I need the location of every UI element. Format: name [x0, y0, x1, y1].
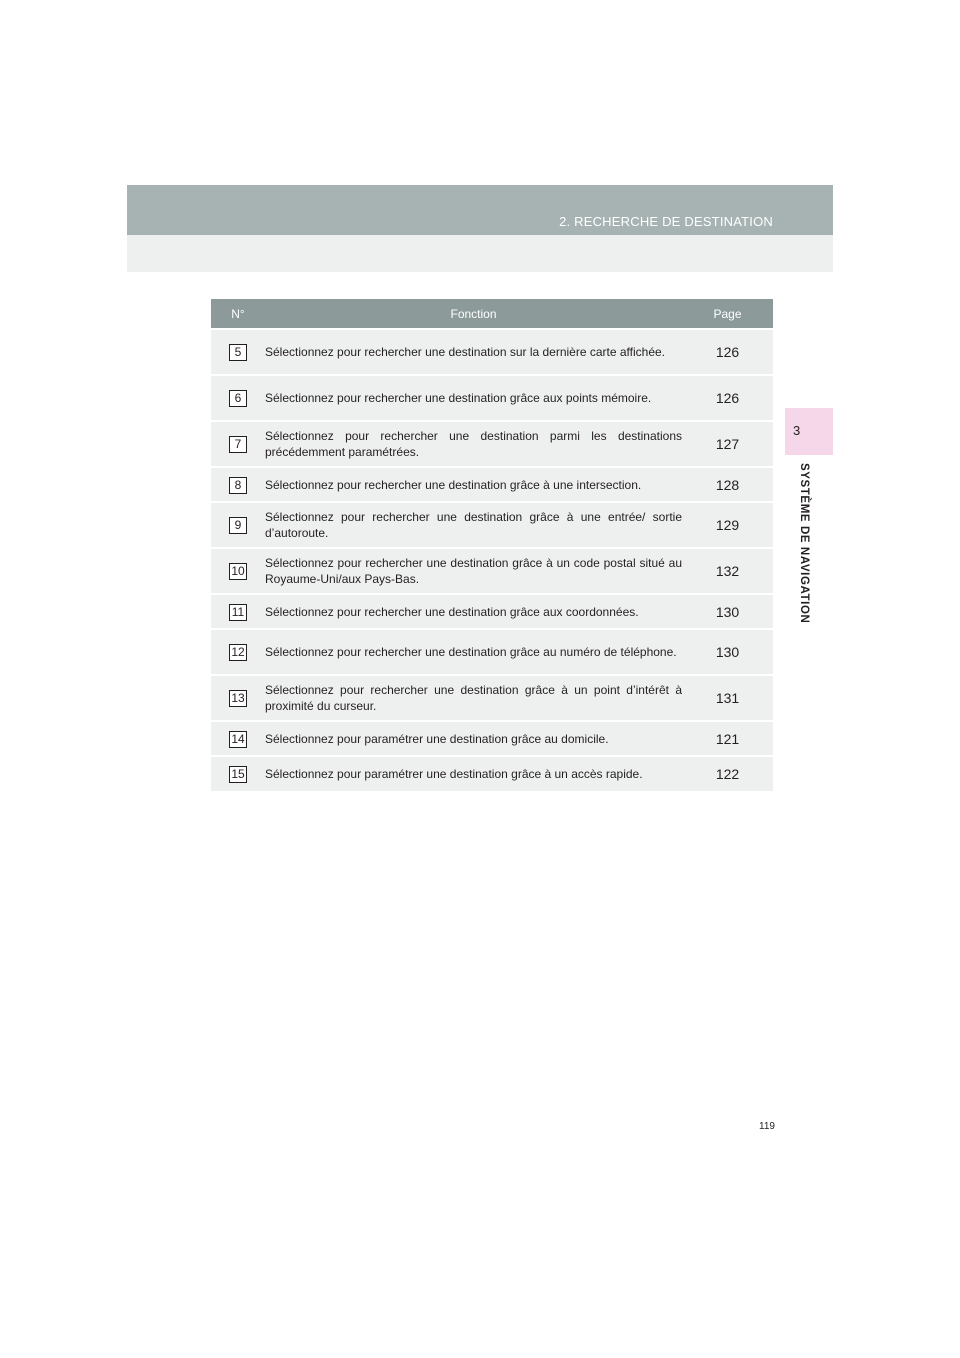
row-function-text: Sélectionnez pour rechercher une destination grâce aux points mémoire. [265, 375, 682, 421]
row-function-text: Sélectionnez pour rechercher une destination sur la dernière carte affichée. [265, 329, 682, 375]
row-page-reference: 122 [682, 756, 773, 791]
table-row [211, 756, 773, 791]
table-row [211, 675, 773, 721]
row-number-cell [211, 502, 265, 548]
row-number-cell [211, 675, 265, 721]
row-function-text: Sélectionnez pour rechercher une destination grâce au numéro de téléphone. [265, 629, 682, 675]
row-page-reference: 130 [682, 629, 773, 675]
row-number-box: 9 [229, 517, 247, 534]
column-header-function: Fonction [265, 299, 682, 329]
row-function-text: Sélectionnez pour rechercher une destination grâce à un point d’intérêt à proximité du curseur. [265, 675, 682, 721]
row-number-box: 8 [229, 477, 247, 494]
table-row [211, 421, 773, 467]
row-number-cell [211, 721, 265, 756]
row-function-text: Sélectionnez pour paramétrer une destination grâce au domicile. [265, 721, 682, 756]
section-title: 2. RECHERCHE DE DESTINATION [559, 214, 773, 229]
row-number-box: 10 [229, 563, 247, 580]
function-table [211, 299, 773, 791]
row-function-text: Sélectionnez pour rechercher une destination parmi les destinations précédemment paramétrées. [265, 421, 682, 467]
row-page-reference: 129 [682, 502, 773, 548]
table-row [211, 329, 773, 375]
row-function-text: Sélectionnez pour rechercher une destination grâce à un code postal situé au Royaume-Uni/aux Pays-Bas. [265, 548, 682, 594]
table-row [211, 467, 773, 502]
row-page-reference: 121 [682, 721, 773, 756]
row-page-reference: 127 [682, 421, 773, 467]
row-number-box: 13 [229, 690, 247, 707]
table-row [211, 594, 773, 629]
row-number-box: 12 [229, 644, 247, 661]
row-function-text: Sélectionnez pour rechercher une destination grâce à une intersection. [265, 467, 682, 502]
row-number-cell [211, 594, 265, 629]
row-number-box: 15 [229, 766, 247, 783]
row-number-cell [211, 467, 265, 502]
page-number: 119 [759, 1121, 775, 1132]
table-row [211, 721, 773, 756]
row-number-cell [211, 548, 265, 594]
row-number-cell [211, 329, 265, 375]
table-header-row [211, 299, 773, 329]
row-page-reference: 126 [682, 375, 773, 421]
header-bar [127, 185, 833, 235]
header-subbar [127, 235, 833, 272]
table-body [211, 329, 773, 791]
table-row [211, 629, 773, 675]
row-function-text: Sélectionnez pour paramétrer une destination grâce à un accès rapide. [265, 756, 682, 791]
row-page-reference: 126 [682, 329, 773, 375]
row-number-cell [211, 756, 265, 791]
row-number-cell [211, 375, 265, 421]
row-number-box: 7 [229, 436, 247, 453]
row-number-box: 14 [229, 731, 247, 748]
chapter-number: 3 [793, 423, 801, 438]
row-number-box: 11 [229, 604, 247, 621]
table-row [211, 375, 773, 421]
table-row [211, 548, 773, 594]
row-number-box: 6 [229, 390, 247, 407]
row-function-text: Sélectionnez pour rechercher une destination grâce à une entrée/ sortie d’autoroute. [265, 502, 682, 548]
row-function-text: Sélectionnez pour rechercher une destination grâce aux coordonnées. [265, 594, 682, 629]
column-header-page: Page [682, 299, 773, 329]
column-header-number: N° [211, 299, 265, 329]
row-page-reference: 131 [682, 675, 773, 721]
row-page-reference: 130 [682, 594, 773, 629]
row-number-cell [211, 629, 265, 675]
row-page-reference: 132 [682, 548, 773, 594]
table-row [211, 502, 773, 548]
row-page-reference: 128 [682, 467, 773, 502]
row-number-box: 5 [229, 344, 247, 361]
row-number-cell [211, 421, 265, 467]
chapter-title: SYSTÈME DE NAVIGATION [798, 463, 810, 624]
